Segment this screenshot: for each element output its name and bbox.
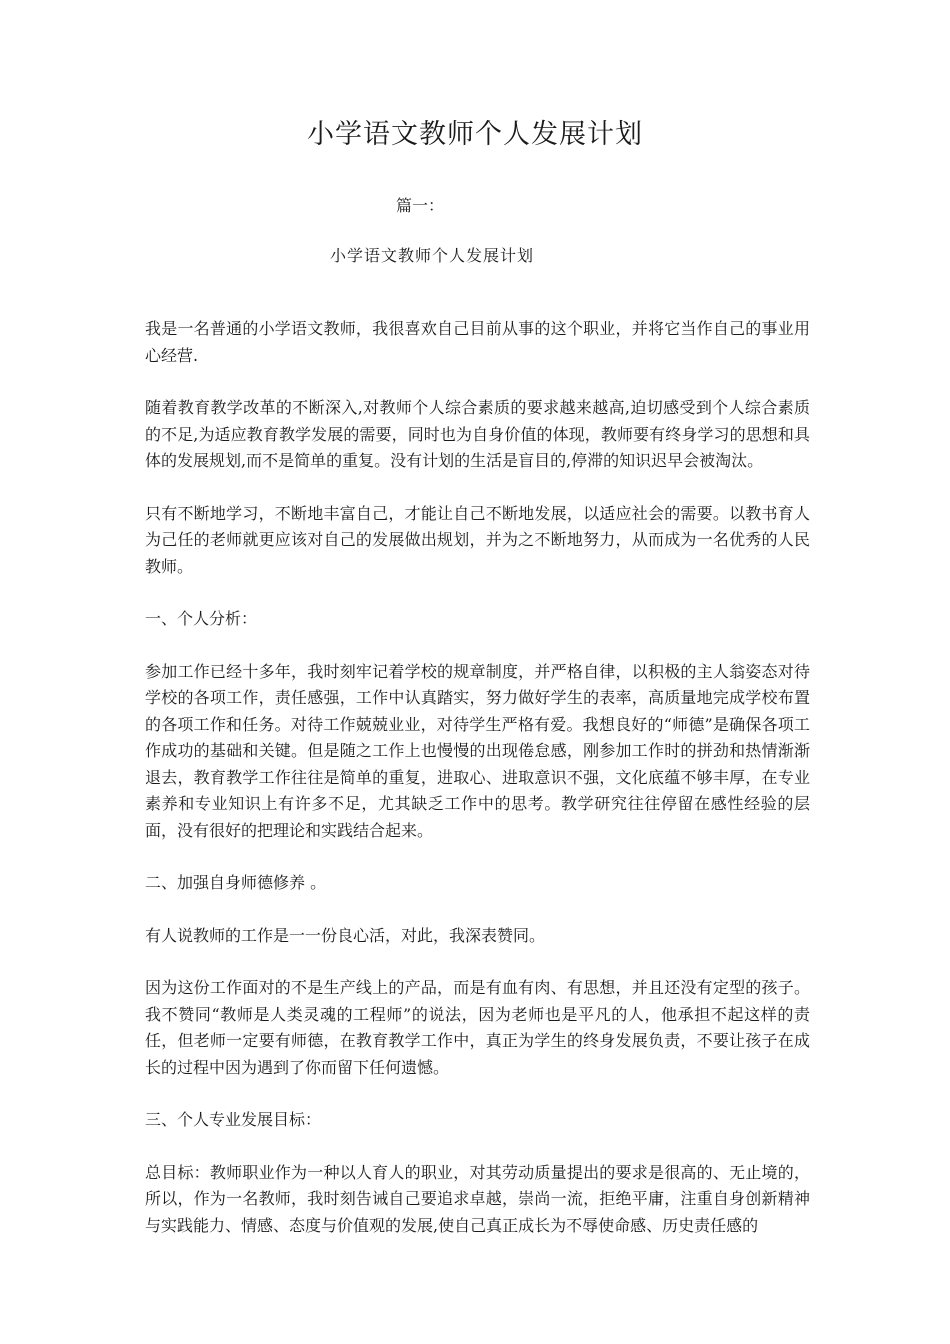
paragraph: 只有不断地学习，不断地丰富自己，才能让自己不断地发展，以适应社会的需要。以教书育人为己任的老师就更应该对自己的发展做出规划，并为之不断地努力，从而成为一名优秀的人民教师。: [145, 503, 810, 576]
section-heading: 三、个人专业发展目标：: [145, 1110, 322, 1129]
section-heading: 一、个人分析：: [145, 609, 258, 628]
paragraph: 随着教育教学改革的不断深入,对教师个人综合素质的要求越来越高,迫切感受到个人综合素质的不足,为适应教育教学发展的需要，同时也为自身价值的体现，教师要有终身学习的思想和具体的发展规划,而不是简单的重复。没有计划的生活是盲目的,停滞的知识迟早会被淘汰。: [145, 398, 810, 470]
part-label: 篇一：: [396, 196, 445, 215]
document-body: [145, 316, 810, 1265]
paragraph: 我是一名普通的小学语文教师，我很喜欢自己目前从事的这个职业，并将它当作自己的事业用心经营.: [145, 319, 810, 365]
section-heading: 二、加强自身师德修养 。: [145, 873, 327, 892]
paragraph: 总目标：教师职业作为一种以人育人的职业，对其劳动质量提出的要求是很高的、无止境的，所以，作为一名教师，我时刻告诫自己要追求卓越，崇尚一流，拒绝平庸，注重自身创新精神与实践能力、情感、态度与价值观的发展,使自己真正成长为不辱使命感、历史责任感的: [145, 1162, 810, 1235]
paragraph: 参加工作已经十多年，我时刻牢记着学校的规章制度，并严格自律，以积极的主人翁姿态对待学校的各项工作，责任感强，工作中认真踏实，努力做好学生的表率，高质量地完成学校布置的各项工作和任务。对待工作兢兢业业，对待学生严格有爱。我想良好的“师德”是确保各项工作成功的基础和关键。但是随之工作上也慢慢的出现倦怠感，刚参加工作时的拼劲和热情渐渐退去，教育教学工作往往是简单的重复，进取心、进取意识不强，文化底蕴不够丰厚，在专业素养和专业知识上有许多不足，尤其缺乏工作中的思考。教学研究往往停留在感性经验的层面，没有很好的把理论和实践结合起来。: [145, 661, 810, 840]
paragraph: 因为这份工作面对的不是生产线上的产品，而是有血有肉、有思想，并且还没有定型的孩子。我不赞同“教师是人类灵魂的工程师”的说法，因为老师也是平凡的人，他承担不起这样的责任，但老师一定要有师德，在教育教学工作中，真正为学生的终身发展负责，不要让孩子在成长的过程中因为遇到了你而留下任何遗憾。: [145, 978, 810, 1077]
document-title: 小学语文教师个人发展计划: [307, 119, 643, 150]
paragraph: 有人说教师的工作是一一份良心活，对此，我深表赞同。: [145, 925, 546, 945]
document-subtitle: 小学语文教师个人发展计划: [330, 246, 535, 265]
